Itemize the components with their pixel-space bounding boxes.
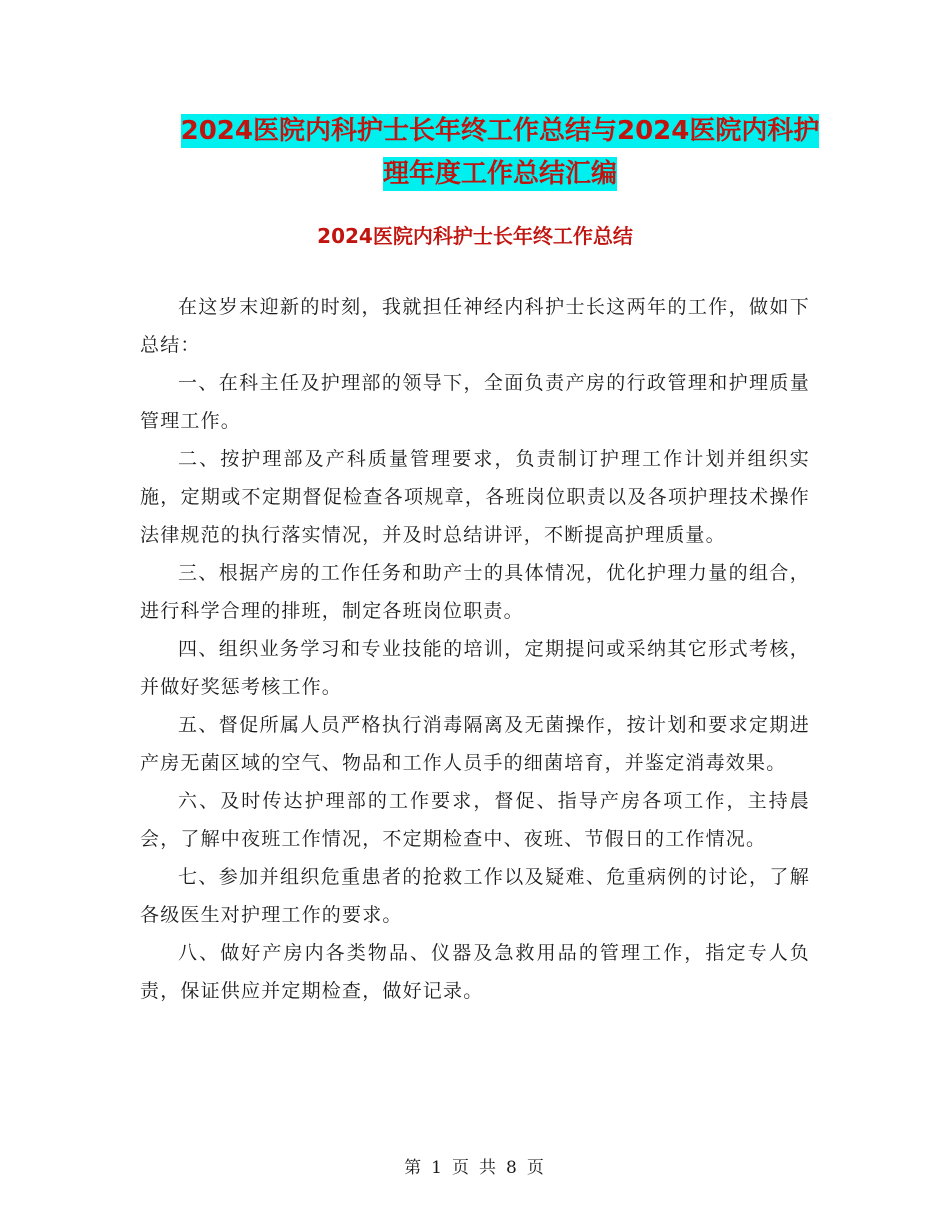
footer-total-pages: 8 bbox=[506, 1158, 519, 1178]
footer-current-page: 1 bbox=[431, 1158, 444, 1178]
paragraph-intro: 在这岁末迎新的时刻，我就担任神经内科护士长这两年的工作，做如下总结： bbox=[140, 296, 810, 356]
paragraph-item-8: 八、做好产房内各类物品、仪器及急救用品的管理工作，指定专人负责，保证供应并定期检查，做好记录。 bbox=[140, 942, 810, 1002]
paragraph-item-7: 七、参加并组织危重患者的抢救工作以及疑难、危重病例的讨论，了解各级医生对护理工作的要求。 bbox=[140, 866, 810, 926]
footer-page-mid: 页 bbox=[452, 1158, 471, 1178]
section-title: 2024医院内科护士长年终工作总结 bbox=[317, 224, 633, 248]
footer-page-prefix: 第 bbox=[404, 1158, 424, 1178]
document-title-text-1: 2024医院内科护士长年终工作总结与2024医院内科护 bbox=[180, 116, 820, 146]
footer-total-prefix: 共 bbox=[479, 1158, 498, 1178]
paragraph-item-2: 二、按护理部及产科质量管理要求，负责制订护理工作计划并组织实施，定期或不定期督促检查各项规章，各班岗位职责以及各项护理技术操作法律规范的执行落实情况，并及时总结讲评，不断提高护理质量。 bbox=[140, 448, 810, 546]
page-footer bbox=[0, 1153, 950, 1178]
document-title-line-2 bbox=[140, 148, 860, 200]
footer-page-suffix: 页 bbox=[526, 1158, 546, 1178]
paragraph-item-1: 一、在科主任及护理部的领导下，全面负责产房的行政管理和护理质量管理工作。 bbox=[140, 372, 810, 432]
paragraph-item-3: 三、根据产房的工作任务和助产士的具体情况，优化护理力量的组合，进行科学合理的排班，制定各班岗位职责。 bbox=[140, 562, 810, 622]
paragraph-item-6: 六、及时传达护理部的工作要求，督促、指导产房各项工作，主持晨会，了解中夜班工作情况，不定期检查中、夜班、节假日的工作情况。 bbox=[140, 790, 810, 850]
paragraph-item-4: 四、组织业务学习和专业技能的培训，定期提问或采纳其它形式考核，并做好奖惩考核工作。 bbox=[140, 638, 810, 698]
document-title-text-2: 理年度工作总结汇编 bbox=[382, 159, 617, 189]
paragraph-item-5: 五、督促所属人员严格执行消毒隔离及无菌操作，按计划和要求定期进产房无菌区域的空气、物品和工作人员手的细菌培育，并鉴定消毒效果。 bbox=[140, 714, 810, 774]
document-body bbox=[140, 288, 810, 1010]
